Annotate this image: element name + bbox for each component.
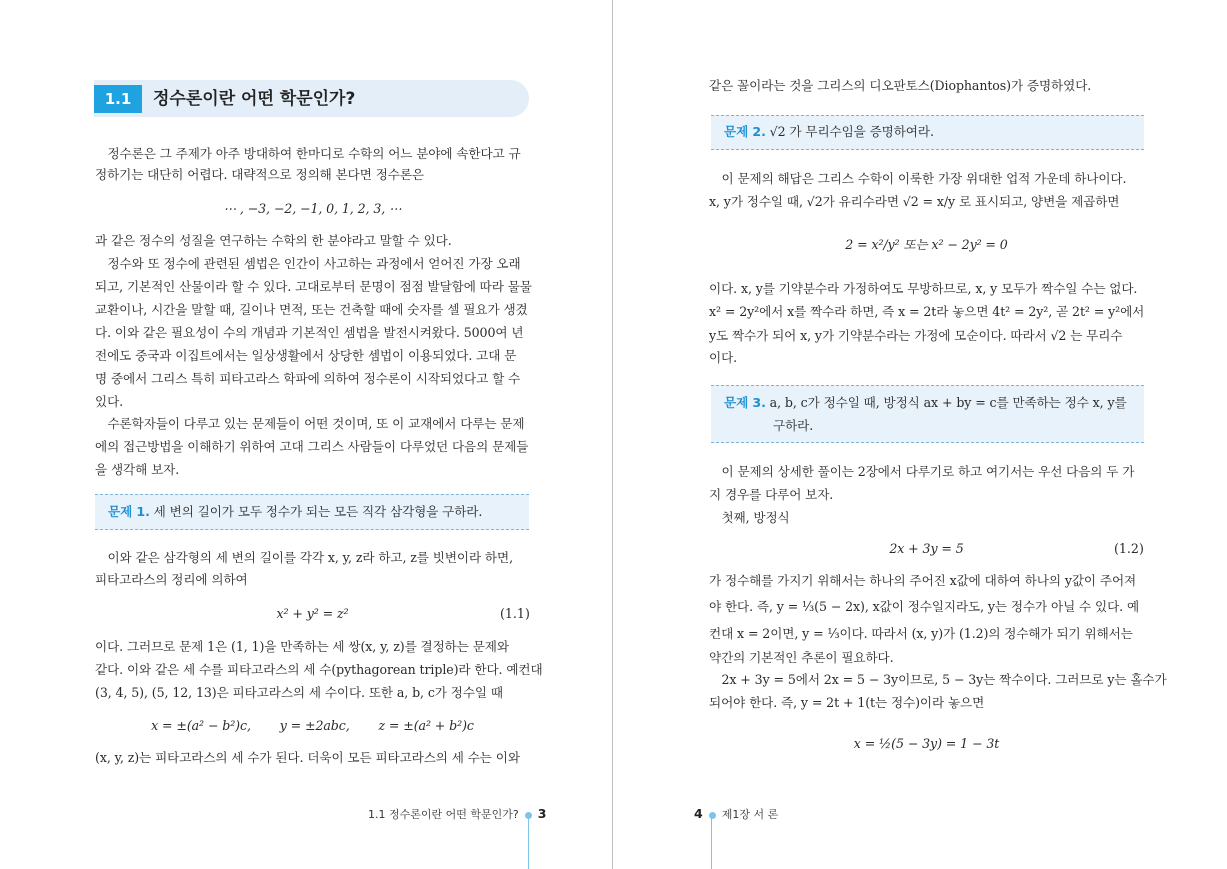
- integer-sequence: ⋯ , −3, −2, −1, 0, 1, 2, 3, ⋯: [223, 201, 402, 216]
- paragraph-line: x, y가 정수일 때, √2가 유리수라면 √2 = x/y 로 표시되고, 양변을 제곱하면: [709, 194, 1120, 209]
- running-footer: [694, 802, 778, 827]
- paragraph-line: 되고, 기본적인 산물이라 할 수 있다. 고대로부터 문명이 점점 발달함에 따라 물물: [95, 279, 532, 294]
- paragraph-line: 같은 꼴이라는 것을 그리스의 디오판토스(Diophantos)가 증명하였다.: [709, 78, 1092, 93]
- paragraph-line: 이 문제의 상세한 풀이는 2장에서 다루기로 하고 여기서는 우선 다음의 두 가: [709, 464, 1135, 479]
- paragraph-line: 정하기는 대단히 어렵다. 대략적으로 정의해 본다면 정수론은: [95, 167, 424, 182]
- problem-label: 문제 3.: [724, 395, 766, 410]
- paragraph-line: 명 중에서 그리스 특히 피타고라스 학파에 의하여 정수론이 시작되었다고 할 수: [95, 371, 521, 386]
- paragraph-line: x² = 2y²에서 x를 짝수라 하면, 즉 x = 2t라 놓으면 4t² = 2y², 곧 2t² = y²에서: [709, 304, 1145, 319]
- paragraph-line: 정수론은 그 주제가 아주 방대하여 한마디로 수학의 어느 분야에 속한다고 규: [95, 146, 521, 161]
- problem-label: 문제 1.: [108, 504, 150, 519]
- bullet-dot-icon: [709, 812, 716, 819]
- section-number: 1.1: [94, 85, 142, 113]
- footer-rule: [711, 818, 712, 869]
- equation: 2 = x²/y² 또는 x² − 2y² = 0: [845, 237, 1008, 252]
- footer-section-title: 1.1 정수론이란 어떤 학문인가?: [368, 808, 519, 821]
- paragraph-line: 전에도 중국과 이집트에서는 일상생활에서 상당한 셈법이 이용되었다. 고대 문: [95, 348, 517, 363]
- paragraph-line: y도 짝수가 되어 x, y가 기약분수라는 가정에 모순이다. 따라서 √2 는 무리수: [709, 328, 1123, 343]
- paragraph-line: 이다.: [709, 350, 738, 365]
- page-number: 3: [537, 806, 547, 821]
- problem-text: 세 변의 길이가 모두 정수가 되는 모든 직각 삼각형을 구하라.: [153, 504, 483, 519]
- equation-number: (1.2): [1114, 541, 1144, 556]
- equation: x² + y² = z²: [276, 606, 349, 621]
- paragraph-line: 수론학자들이 다루고 있는 문제들이 어떤 것이며, 또 이 교재에서 다루는 문제: [95, 416, 525, 431]
- equation-number: (1.1): [500, 606, 530, 621]
- problem-box: [711, 385, 1144, 443]
- problem-label: 문제 2.: [724, 124, 766, 139]
- paragraph-line: 첫째, 방정식: [709, 510, 790, 525]
- right-page: [614, 0, 1227, 869]
- paragraph-line: 되어야 한다. 즉, y = 2t + 1(t는 정수)이라 놓으면: [709, 695, 985, 710]
- equation: x = ±(a² − b²)c, y = ±2abc, z = ±(a² + b²)c: [151, 718, 474, 733]
- paragraph-line: 피타고라스의 정리에 의하여: [95, 572, 248, 587]
- problem-text-continued: 구하라.: [773, 418, 814, 433]
- footer-rule: [528, 818, 529, 869]
- page-gutter: [612, 0, 613, 869]
- paragraph-line: 이 문제의 해답은 그리스 수학이 이룩한 가장 위대한 업적 가운데 하나이다.: [709, 171, 1127, 186]
- problem-line: [724, 119, 934, 145]
- paragraph-line: 다. 이와 같은 필요성이 수의 개념과 기본적인 셈법을 발전시켜왔다. 5000여 년: [95, 325, 524, 340]
- paragraph-line: 약간의 기본적인 추론이 필요하다.: [709, 650, 894, 665]
- problem-line: [108, 499, 482, 525]
- paragraph-line: 있다.: [95, 394, 124, 409]
- paragraph-line: 야 한다. 즉, y = ⅓(5 − 2x), x값이 정수일지라도, y는 정수가 아닐 수 있다. 예: [709, 599, 1140, 614]
- paragraph-line: 을 생각해 보자.: [95, 462, 180, 477]
- page-number: 4: [694, 806, 703, 821]
- problem-box: [711, 115, 1144, 150]
- paragraph-line: 과 같은 정수의 성질을 연구하는 수학의 한 분야라고 말할 수 있다.: [95, 233, 452, 248]
- paragraph-line: 이다. x, y를 기약분수라 가정하여도 무방하므로, x, y 모두가 짝수일 수는 없다.: [709, 281, 1138, 296]
- paragraph-line: 가 정수해를 가지기 위해서는 하나의 주어진 x값에 대하여 하나의 y값이 주어져: [709, 573, 1137, 588]
- paragraph-line: 이다. 그러므로 문제 1은 (1, 1)을 만족하는 세 쌍(x, y, z)를 결정하는 문제와: [95, 639, 509, 654]
- paragraph-line: 2x + 3y = 5에서 2x = 5 − 3y이므로, 5 − 3y는 짝수이다. 그러므로 y는 홀수가: [709, 672, 1167, 687]
- paragraph-line: 교환이나, 시간을 말할 때, 길이나 면적, 또는 건축할 때에 숫자를 셀 필요가 생겼: [95, 302, 528, 317]
- problem-text: √2 가 무리수임을 증명하여라.: [769, 124, 934, 139]
- section-title: 정수론이란 어떤 학문인가?: [153, 89, 356, 109]
- paragraph-line: 에의 접근방법을 이해하기 위하여 고대 그리스 사람들이 다루었던 다음의 문제들: [95, 439, 529, 454]
- paragraph-line: 지 경우를 다루어 보자.: [709, 487, 834, 502]
- problem-text: a, b, c가 정수일 때, 방정식 ax + by = c를 만족하는 정수 x, y를: [769, 395, 1127, 410]
- paragraph-line: (3, 4, 5), (5, 12, 13)은 피타고라스의 세 수이다. 또한 a, b, c가 정수일 때: [95, 685, 503, 700]
- paragraph-line: (x, y, z)는 피타고라스의 세 수가 된다. 더욱이 모든 피타고라스의 세 수는 이와: [95, 750, 520, 765]
- paragraph-line: 같다. 이와 같은 세 수를 피타고라스의 세 수(pythagorean triple)라 한다. 예컨대: [95, 662, 543, 677]
- footer-chapter-title: 제1장 서 론: [721, 808, 779, 821]
- running-footer: [368, 802, 546, 827]
- equation: x = ½(5 − 3y) = 1 − 3t: [853, 736, 1000, 751]
- paragraph-line: 이와 같은 삼각형의 세 변의 길이를 각각 x, y, z라 하고, z를 빗변이라 하면,: [95, 550, 513, 565]
- left-page: [0, 0, 612, 869]
- problem-box: [95, 494, 529, 530]
- equation: 2x + 3y = 5: [889, 541, 964, 556]
- paragraph-line: 컨대 x = 2이면, y = ⅓이다. 따라서 (x, y)가 (1.2)의 정수해가 되기 위해서는: [709, 626, 1133, 641]
- paragraph-line: 정수와 또 정수에 관련된 셈법은 인간이 사고하는 과정에서 얻어진 가장 오래: [95, 256, 521, 271]
